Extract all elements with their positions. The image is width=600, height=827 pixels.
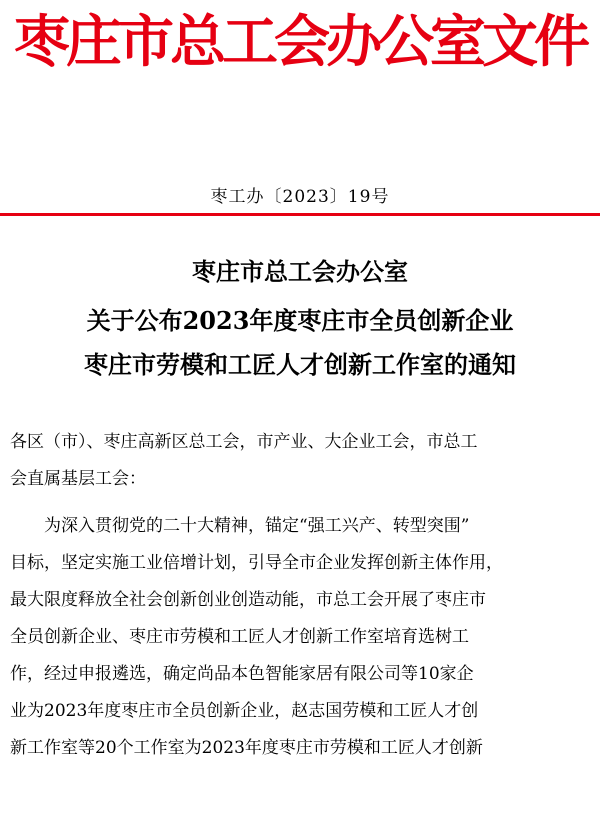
title-line-2: 关于公布2023年度枣庄市全员创新企业 <box>86 306 514 335</box>
body-line: 最大限度释放全社会创新创业创造动能，市总工会开展了枣庄市 <box>10 590 486 610</box>
title-line-1: 枣庄市总工会办公室 <box>192 257 408 286</box>
body-line: 作，经过申报遴选，确定尚品本色智能家居有限公司等10家企 <box>10 664 474 684</box>
body-line: 全员创新企业、枣庄市劳模和工匠人才创新工作室培育选树工 <box>10 627 469 647</box>
document-number: 枣工办〔2023〕19号 <box>210 187 390 207</box>
body-line: 为深入贯彻党的二十大精神，锚定“强工兴产、转型突围” <box>10 516 470 536</box>
body-line: 新工作室等20个工作室为2023年度枣庄市劳模和工匠人才创新 <box>10 738 483 758</box>
body-line: 会直属基层工会： <box>10 469 146 489</box>
title-line-3: 枣庄市劳模和工匠人才创新工作室的通知 <box>84 350 516 379</box>
body-line: 业为2023年度枣庄市全员创新企业，赵志国劳模和工匠人才创 <box>10 701 479 721</box>
masthead: 枣庄市总工会办公室文件 <box>14 9 586 75</box>
body-line: 目标，坚定实施工业倍增计划，引导全市企业发挥创新主体作用， <box>10 553 503 573</box>
red-divider-line <box>0 213 600 216</box>
body-line: 各区（市）、枣庄高新区总工会，市产业、大企业工会，市总工 <box>10 432 478 452</box>
